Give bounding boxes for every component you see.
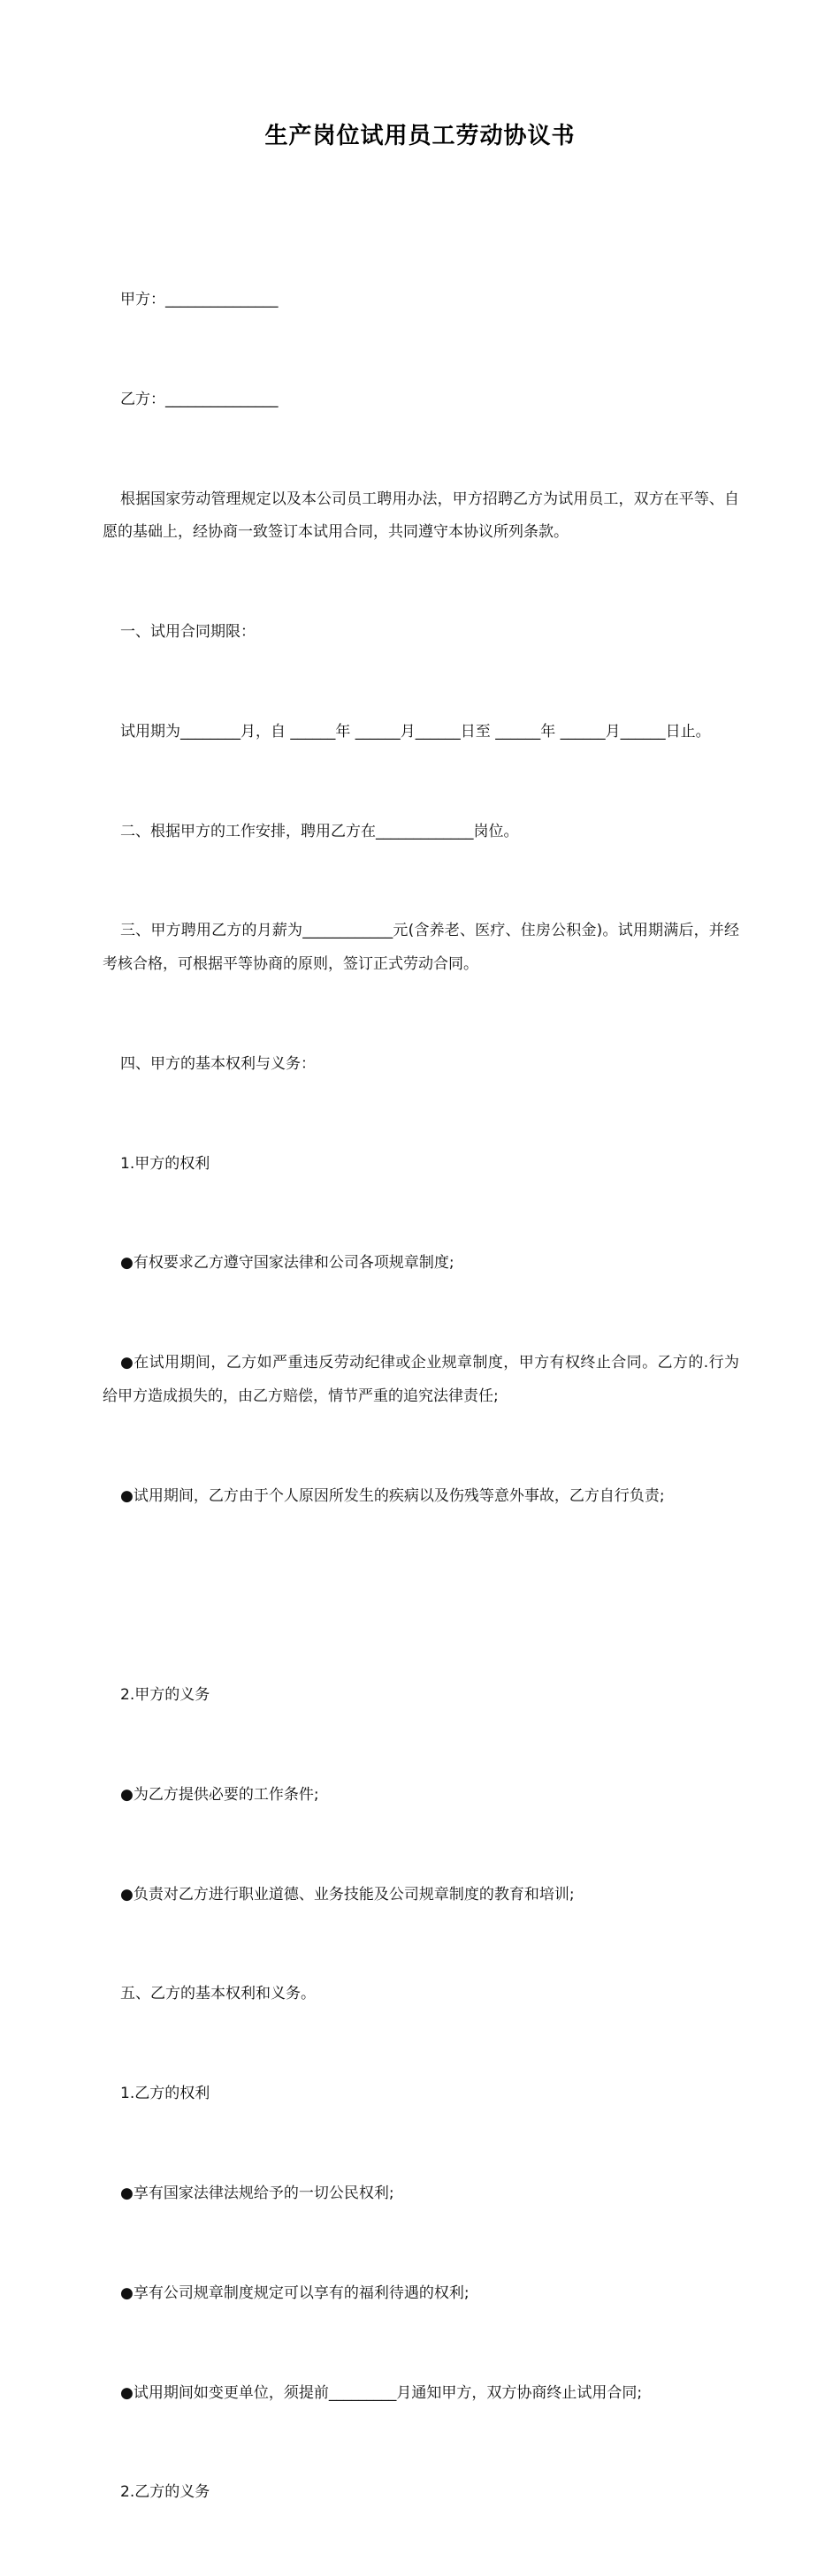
section-5-title: 五、乙方的基本权利和义务。	[120, 1985, 316, 2003]
party-a-right-3: ●试用期间，乙方由于个人原因所发生的疾病以及伤残等意外事故，乙方自行负责;	[120, 1486, 665, 1505]
party-a-line: 甲方：_______________	[120, 291, 279, 309]
section-3: 三、甲方聘用乙方的月薪为____________元(含养老、医疗、住房公积金)。试用期满后，并经考核合格，可根据平等协商的原则，签订正式劳动合同。	[103, 922, 739, 974]
blank-line	[103, 1579, 739, 1613]
party-b-line: 乙方：_______________	[120, 390, 279, 408]
party-a-duty-2: ●负责对乙方进行职业道德、业务技能及公司规章制度的教育和培训;	[120, 1885, 575, 1904]
party-a-duty-1: ●为乙方提供必要的工作条件;	[120, 1785, 319, 1804]
document-body	[103, 217, 739, 2576]
party-b-right-1: ●享有国家法律法规给予的一切公民权利;	[120, 2185, 394, 2203]
party-a-right-1: ●有权要求乙方遵守国家法律和公司各项规章制度;	[120, 1254, 454, 1273]
party-b-duties-title: 2.乙方的义务	[120, 2483, 210, 2502]
section-1-body: 试用期为________月，自 ______年 ______月______日至 ______年 ______月______日止。	[120, 722, 711, 741]
section-1-title: 一、试用合同期限：	[120, 623, 256, 642]
party-a-right-2: ●在试用期间，乙方如严重违反劳动纪律或企业规章制度，甲方有权终止合同。乙方的.行为给甲方造成损失的，由乙方赔偿，情节严重的追究法律责任;	[103, 1354, 739, 1405]
party-b-right-2: ●享有公司规章制度规定可以享有的福利待遇的权利;	[120, 2283, 470, 2302]
party-b-rights-title: 1.乙方的权利	[120, 2085, 210, 2103]
party-a-rights-title: 1.甲方的权利	[120, 1154, 210, 1173]
document-title: 生产岗位试用员工劳动协议书	[264, 123, 576, 149]
party-b-right-3: ●试用期间如变更单位，须提前_________月通知甲方，双方协商终止试用合同;	[120, 2383, 643, 2402]
intro-paragraph: 根据国家劳动管理规定以及本公司员工聘用办法，甲方招聘乙方为试用员工，双方在平等、自愿的基础上，经协商一致签订本试用合同，共同遵守本协议所列条款。	[103, 490, 739, 542]
section-4-title: 四、甲方的基本权利与义务：	[120, 1054, 316, 1073]
party-a-duties-title: 2.甲方的义务	[120, 1686, 210, 1705]
section-2: 二、根据甲方的工作安排，聘用乙方在_____________岗位。	[120, 822, 519, 840]
